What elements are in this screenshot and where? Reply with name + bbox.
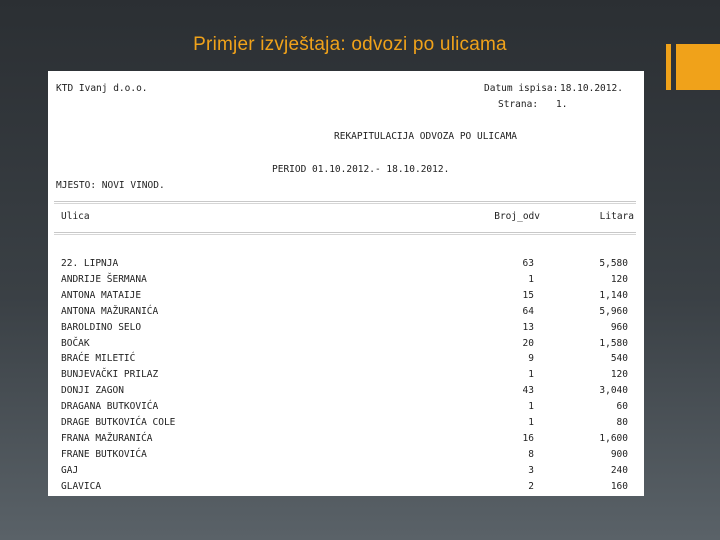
table-row <box>48 385 644 401</box>
page-number: 1. <box>556 99 568 110</box>
count-cell: 2 <box>528 480 534 492</box>
table-row <box>48 306 644 322</box>
street-cell: FRANE BUTKOVIĆA <box>61 448 147 460</box>
litres-cell: 900 <box>610 448 628 460</box>
litres-cell: 540 <box>610 353 628 365</box>
table-row <box>48 258 644 274</box>
street-cell: BAROLDINO SELO <box>61 321 142 333</box>
column-header-count: Broj_odv <box>494 211 540 222</box>
company-name: KTD Ivanj d.o.o. <box>56 83 148 94</box>
report-place: MJESTO: NOVI VINOD. <box>56 180 165 191</box>
header-rule-top <box>54 201 636 202</box>
litres-cell: 1,600 <box>599 432 628 444</box>
column-header-litres: Litara <box>599 211 634 222</box>
litres-cell: 120 <box>610 273 628 285</box>
table-row <box>48 433 644 449</box>
litres-cell: 3,040 <box>599 385 628 397</box>
count-cell: 8 <box>528 448 534 460</box>
litres-cell: 120 <box>610 369 628 381</box>
column-header-street: Ulica <box>61 211 90 222</box>
litres-cell: 5,960 <box>599 305 628 317</box>
table-row <box>48 353 644 369</box>
count-cell: 1 <box>528 273 534 285</box>
table-row <box>48 338 644 354</box>
count-cell: 43 <box>522 385 534 397</box>
count-cell: 16 <box>522 432 534 444</box>
litres-cell: 960 <box>610 321 628 333</box>
street-cell: DONJI ZAGON <box>61 385 124 397</box>
street-cell: DRAGANA BUTKOVIĆA <box>61 401 159 413</box>
table-row <box>48 465 644 481</box>
street-cell: ANTONA MAŽURANIĆA <box>61 305 159 317</box>
street-cell: ANDRIJE ŠERMANA <box>61 273 147 285</box>
street-cell: BUNJEVAČKI PRILAZ <box>61 369 159 381</box>
street-cell: 22. LIPNJA <box>61 258 119 269</box>
print-date-label: Datum ispisa: <box>484 83 559 94</box>
count-cell: 64 <box>522 305 534 317</box>
count-cell: 13 <box>522 321 534 333</box>
table-row <box>48 481 644 497</box>
litres-cell: 60 <box>616 401 628 413</box>
decorative-bar <box>666 44 671 90</box>
count-cell: 1 <box>528 369 534 381</box>
page-label: Strana: <box>498 99 539 110</box>
decorative-box <box>676 44 720 90</box>
table-row <box>48 369 644 385</box>
table-row <box>48 290 644 306</box>
street-cell: DRAGE BUTKOVIĆA COLE <box>61 417 176 428</box>
street-cell: BOČAK <box>61 337 90 349</box>
table-row <box>48 322 644 338</box>
litres-cell: 1,140 <box>599 289 628 301</box>
table-row <box>48 401 644 417</box>
street-cell: GLAVICA <box>61 480 102 492</box>
street-cell: BRAĆE MILETIĆ <box>61 353 136 365</box>
litres-cell: 240 <box>610 464 628 476</box>
table-row <box>48 417 644 433</box>
count-cell: 1 <box>528 417 534 428</box>
count-cell: 63 <box>522 258 534 269</box>
print-date: 18.10.2012. <box>560 83 623 94</box>
report-title: REKAPITULACIJA ODVOZA PO ULICAMA <box>334 131 518 142</box>
litres-cell: 80 <box>616 417 628 428</box>
street-cell: FRANA MAŽURANIĆA <box>61 432 153 444</box>
street-cell: ANTONA MATAIJE <box>61 289 142 301</box>
count-cell: 9 <box>528 353 534 365</box>
count-cell: 1 <box>528 401 534 413</box>
count-cell: 20 <box>522 337 534 349</box>
header-rule-bottom <box>54 232 636 233</box>
report-sheet <box>48 71 644 496</box>
count-cell: 15 <box>522 289 534 301</box>
street-cell: GAJ <box>61 464 79 476</box>
table-row <box>48 274 644 290</box>
report-period: PERIOD 01.10.2012.- 18.10.2012. <box>272 164 450 175</box>
table-row <box>48 449 644 465</box>
column-header-row <box>48 211 644 227</box>
litres-cell: 5,580 <box>599 258 628 269</box>
litres-cell: 1,580 <box>599 337 628 349</box>
count-cell: 3 <box>528 464 534 476</box>
slide-title: Primjer izvještaja: odvozi po ulicama <box>193 34 507 55</box>
litres-cell: 160 <box>610 480 628 492</box>
